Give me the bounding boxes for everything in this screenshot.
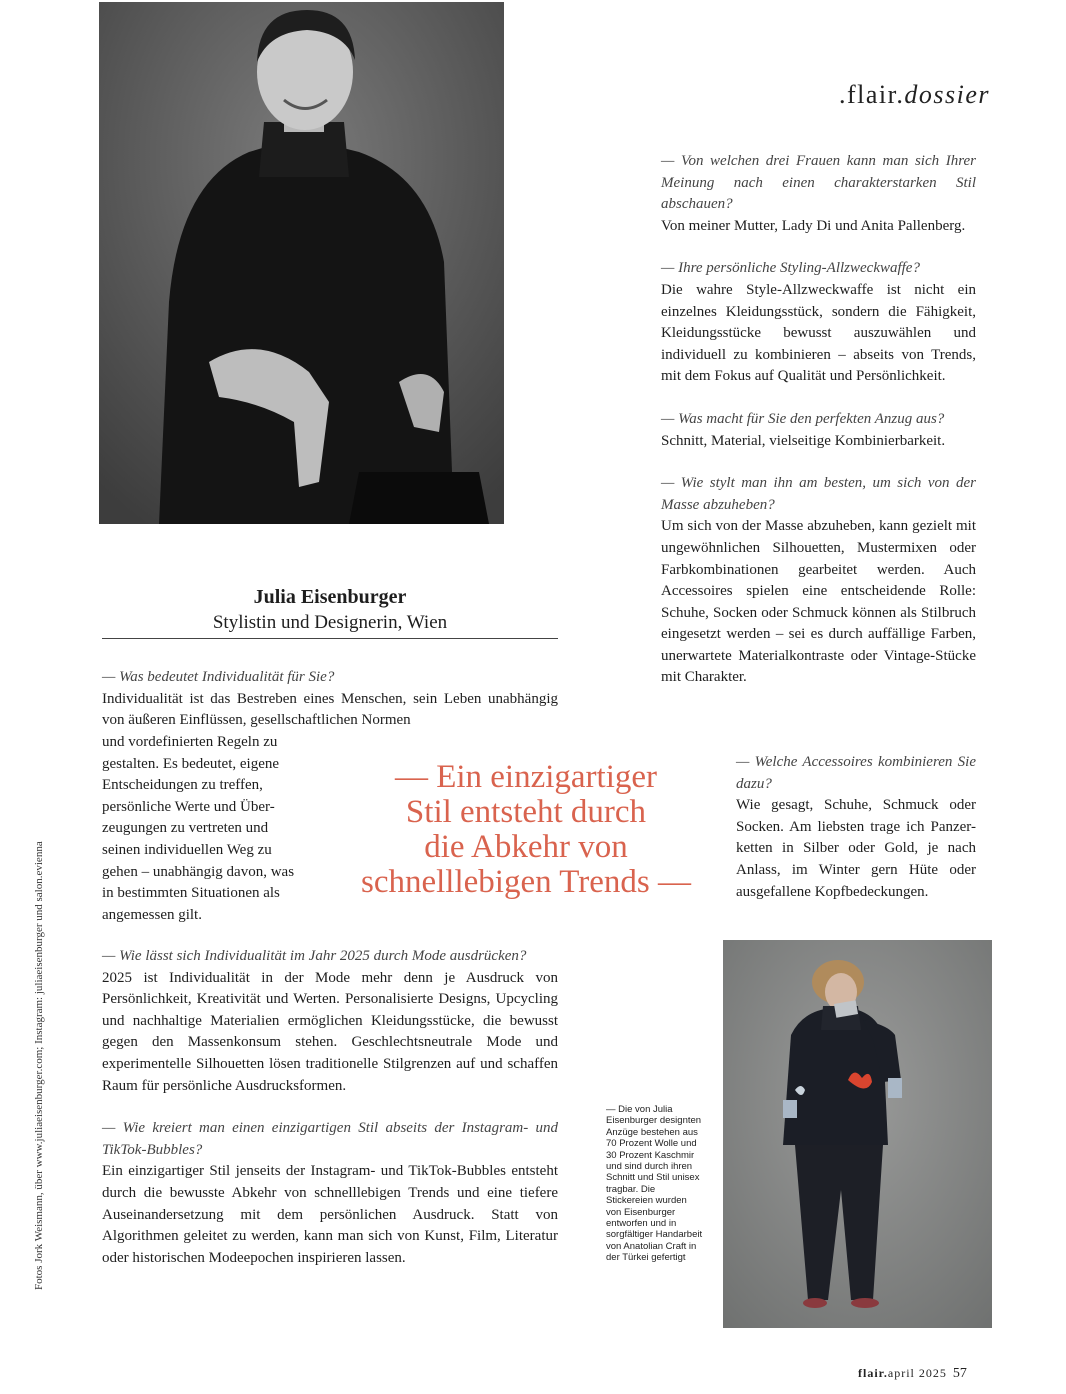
answer-line: angemessen gilt. xyxy=(102,906,202,923)
pull-quote-line: die Abkehr von xyxy=(424,829,628,865)
answer-line: Entscheidungen zu treffen, xyxy=(102,777,263,794)
answer: Wie gesagt, Schuhe, Schmuck oder Socken. Am liebsten trage ich Panzer-ketten in Silber oder Gold, je nach Anlass, im Winter gern Hüte oder ausgefallene Kopfbedeckungen. xyxy=(736,797,976,900)
question: — Was macht für Sie den perfekten Anzug aus? xyxy=(661,410,945,427)
answer: Um sich von der Masse abzuheben, kann gezielt mit ungewöhnlichen Silhouetten, Mustermixen oder Farbkombinationen gearbeitet werden. Auch Accessoires spielen eine entscheidende Rolle: Schuhe, Socken oder Schmuck können als Stilbruch eingesetzt werden – sei es durch auffällige Farben, unerwartete Materialkontraste oder Vintage-Stücke mit Charakter. xyxy=(661,518,976,686)
answer-line: gestalten. Es bedeutet, eigene xyxy=(102,755,280,772)
answer: Von meiner Mutter, Lady Di und Anita Pallenberg. xyxy=(661,217,966,234)
left-column-q1-narrow xyxy=(102,732,322,926)
profile-block xyxy=(102,584,558,636)
divider xyxy=(102,638,558,639)
left-column-q1 xyxy=(102,667,558,732)
page-footer xyxy=(858,1366,967,1382)
answer: Ein einzigartiger Stil jenseits der Instagram- und TikTok-Bubbles entsteht durch die bewusste Abkehr von schnelllebigen Trends und eine tiefere Auseinandersetzung mit dem persönlichen Ausdruck. Statt von Algorithmen geleitet zu werden, kann man sich von Kunst, Film, Literatur oder historischen Modeepochen inspirieren lassen. xyxy=(102,1163,558,1266)
section-header xyxy=(800,80,990,110)
suit-illustration xyxy=(723,940,992,1328)
suit-photo xyxy=(723,940,992,1328)
footer-issue: april 2025 xyxy=(887,1366,947,1380)
photo-caption: — Die von Julia Eisenburger designten Anzüge bestehen aus 70 Prozent Wolle und 30 Prozent Kaschmir und sind durch ihren Schnitt und Stil unisex tragbar. Die Stickereien wurden von Eisenburger entworfen und in sorgfältiger Handarbeit von Anatolian Craft in der Türkei gefertigt xyxy=(606,1104,703,1264)
answer-line: gehen – unabhängig davon, was xyxy=(102,863,295,880)
person-name: Julia Eisenburger xyxy=(253,586,407,608)
portrait-illustration xyxy=(99,2,504,524)
page-number: 57 xyxy=(952,1366,967,1381)
header-brand: .flair. xyxy=(839,80,905,109)
footer-brand: flair. xyxy=(858,1366,888,1380)
portrait-photo xyxy=(99,2,504,524)
question: — Wie kreiert man einen einzigartigen Stil abseits der Instagram- und TikTok-Bubbles? xyxy=(102,1120,558,1158)
answer: Schnitt, Material, vielseitige Kombinierbarkeit. xyxy=(661,432,946,449)
right-column-lower xyxy=(736,752,976,903)
question: — Welche Accessoires kombinieren Sie dazu? xyxy=(736,754,976,792)
pull-quote-line: Stil entsteht durch xyxy=(405,794,647,830)
answer-line: persönliche Werte und Über- xyxy=(102,798,275,815)
pull-quote xyxy=(336,760,716,900)
question: — Von welchen drei Frauen kann man sich Ihrer Meinung nach einen charakterstarken Stil abschauen? xyxy=(661,153,976,213)
question: — Wie lässt sich Individualität im Jahr 2025 durch Mode ausdrücken? xyxy=(102,948,527,964)
pull-quote-line: schnelllebigen Trends — xyxy=(361,864,691,900)
question: — Ihre persönliche Styling-Allzweckwaffe? xyxy=(661,260,920,277)
question: — Was bedeutet Individualität für Sie? xyxy=(102,669,335,685)
photo-credit: Fotos Jork Weismann, über www.juliaeisenburger.com; Instagram: juliaeisenburger und salon.evienna xyxy=(33,841,45,1290)
answer-line: zeugungen zu vertreten und xyxy=(102,820,269,837)
answer-line: und vordefinierten Regeln zu xyxy=(102,734,278,750)
pull-quote-line: — Ein einzigartiger xyxy=(394,759,658,795)
person-role: Stylistin und Designerin, Wien xyxy=(212,612,448,633)
question: — Wie stylt man ihn am besten, um sich von der Masse abzuheben? xyxy=(661,475,976,513)
left-column-lower xyxy=(102,946,558,1269)
answer: Die wahre Style-Allzweckwaffe ist nicht ein einzelnes Kleidungsstück, sondern die Fähigkeit, Kleidungsstücke bewusst auszuwählen und individuell zu kombinieren – abseits von Trends, mit dem Fokus auf Qualität und Persönlichkeit. xyxy=(661,281,976,385)
right-column-upper xyxy=(661,151,976,689)
answer: Individualität ist das Bestreben eines Menschen, sein Leben unabhängig von äußeren Einflüssen, gesellschaftlichen Normen xyxy=(102,690,558,729)
answer-line: in bestimmten Situationen als xyxy=(102,885,280,902)
header-section: dossier xyxy=(904,80,990,109)
answer-line: seinen individuellen Weg zu xyxy=(102,841,272,858)
answer: 2025 ist Individualität in der Mode mehr denn je Ausdruck von Persönlichkeit, Kreativität und Werten. Personalisierte Designs, Upcycling und nachhaltige Materialien ermöglichen Kleidungsstücke, die bewusst gegen den Massenkonsum stehen. Geschlechtsneutrale Mode und experimentelle Silhouetten lösen traditionelle Stilgrenzen auf und schaffen Raum für persönliche Ausdrucksformen. xyxy=(102,969,558,1094)
